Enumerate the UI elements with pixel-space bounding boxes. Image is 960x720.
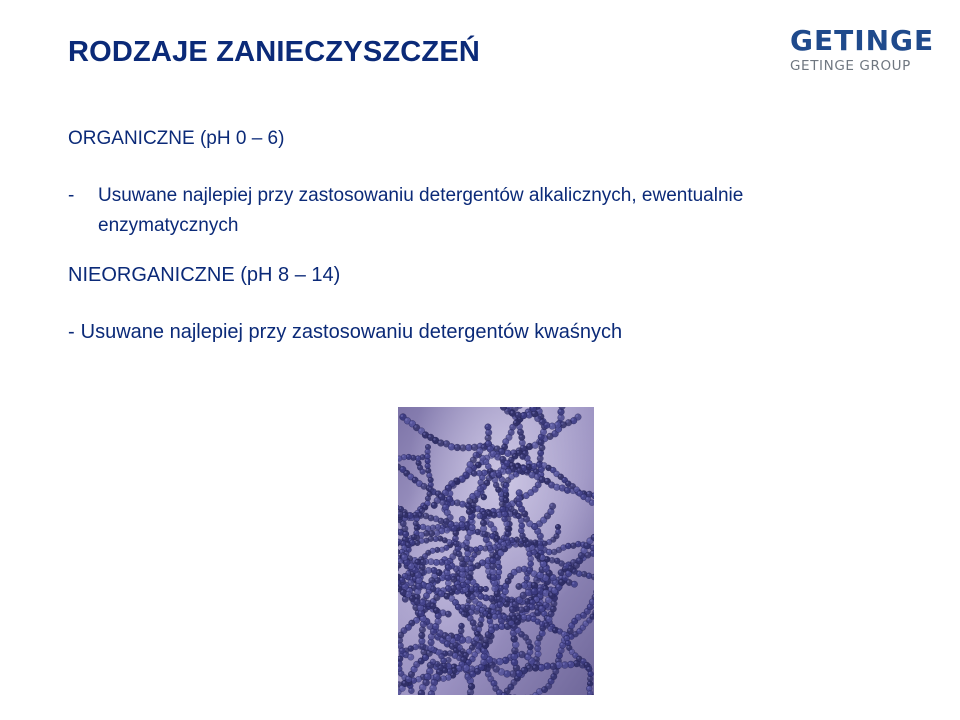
bullet-dash: - bbox=[68, 185, 75, 206]
getinge-logo bbox=[790, 24, 935, 80]
bacteria-micrograph-image bbox=[398, 407, 594, 695]
logo-group-label: GETINGE GROUP bbox=[790, 58, 911, 74]
inorganic-bullet bbox=[68, 317, 622, 347]
slide-title: RODZAJE ZANIECZYSZCZEŃ bbox=[68, 36, 481, 68]
organic-bullet bbox=[68, 181, 838, 241]
inorganic-bullet-text: Usuwane najlepiej przy zastosowaniu detergentów kwaśnych bbox=[80, 321, 623, 343]
organic-heading: ORGANICZNE (pH 0 – 6) bbox=[68, 128, 285, 149]
inorganic-heading: NIEORGANICZNE (pH 8 – 14) bbox=[68, 264, 341, 286]
logo-wordmark: GETINGE bbox=[790, 24, 935, 57]
organic-bullet-text: Usuwane najlepiej przy zastosowaniu detergentów alkalicznych, ewentualnie enzymatycznych bbox=[98, 185, 744, 236]
bullet-dash: - bbox=[68, 321, 75, 343]
